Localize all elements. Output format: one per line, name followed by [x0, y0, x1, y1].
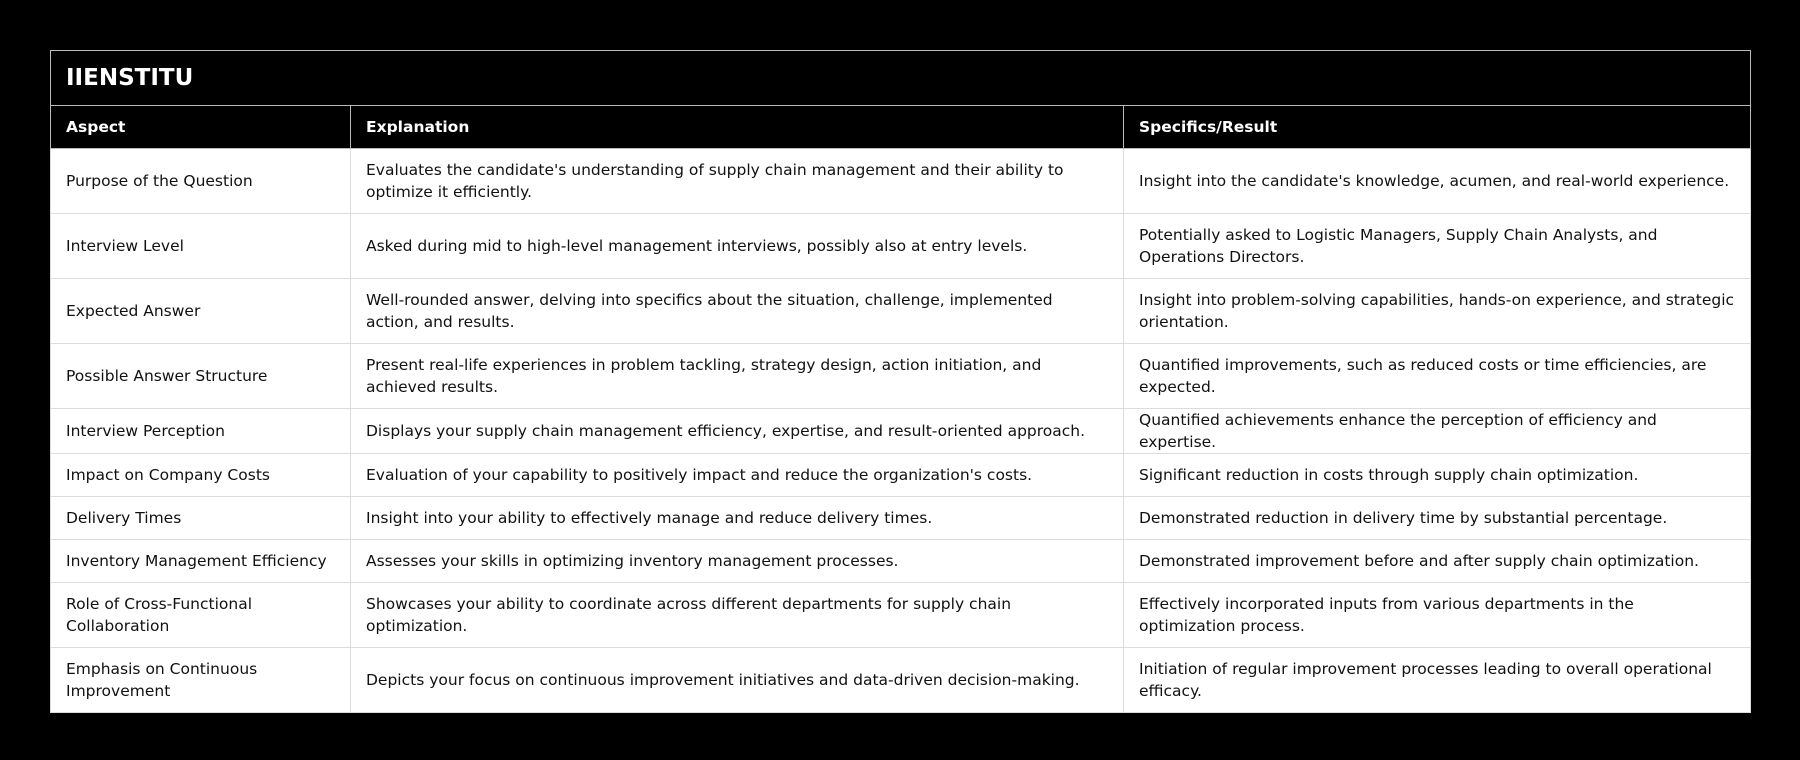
- table-row: [51, 497, 1751, 540]
- aspect-cell: Possible Answer Structure: [51, 344, 351, 409]
- result-cell: Quantified improvements, such as reduced costs or time efficiencies, are expected.: [1124, 344, 1751, 409]
- explanation-cell: Displays your supply chain management efficiency, expertise, and result-oriented approach.: [351, 409, 1124, 454]
- explanation-cell: Asked during mid to high-level management interviews, possibly also at entry levels.: [351, 214, 1124, 279]
- aspect-cell: Purpose of the Question: [51, 149, 351, 214]
- result-cell: Significant reduction in costs through supply chain optimization.: [1124, 454, 1751, 497]
- explanation-cell: Present real-life experiences in problem tackling, strategy design, action initiation, and achieved results.: [351, 344, 1124, 409]
- aspect-cell: Impact on Company Costs: [51, 454, 351, 497]
- table-row: [51, 279, 1751, 344]
- table-row: [51, 540, 1751, 583]
- explanation-cell: Showcases your ability to coordinate across different departments for supply chain optimization.: [351, 583, 1124, 648]
- header-explanation: Explanation: [351, 106, 1124, 149]
- aspect-cell: Interview Perception: [51, 409, 351, 454]
- aspect-table: [50, 50, 1751, 713]
- explanation-cell: Depicts your focus on continuous improvement initiatives and data-driven decision-making.: [351, 648, 1124, 713]
- table-row: [51, 454, 1751, 497]
- result-cell: Initiation of regular improvement processes leading to overall operational efficacy.: [1124, 648, 1751, 713]
- header-aspect: Aspect: [51, 106, 351, 149]
- explanation-cell: Insight into your ability to effectively manage and reduce delivery times.: [351, 497, 1124, 540]
- title-row: [51, 51, 1751, 106]
- table-title: IIENSTITU: [51, 51, 1751, 106]
- aspect-cell: Interview Level: [51, 214, 351, 279]
- explanation-cell: Evaluates the candidate's understanding of supply chain management and their ability to optimize it efficiently.: [351, 149, 1124, 214]
- result-cell: Quantified achievements enhance the perception of efficiency and expertise.: [1124, 409, 1751, 454]
- table-container: [50, 50, 1750, 713]
- aspect-cell: Emphasis on Continuous Improvement: [51, 648, 351, 713]
- result-cell: Potentially asked to Logistic Managers, Supply Chain Analysts, and Operations Directors.: [1124, 214, 1751, 279]
- result-cell: Demonstrated improvement before and after supply chain optimization.: [1124, 540, 1751, 583]
- table-row: [51, 583, 1751, 648]
- aspect-cell: Delivery Times: [51, 497, 351, 540]
- result-cell: Insight into problem-solving capabilities, hands-on experience, and strategic orientation.: [1124, 279, 1751, 344]
- header-row: [51, 106, 1751, 149]
- table-row: [51, 344, 1751, 409]
- result-cell: Insight into the candidate's knowledge, acumen, and real-world experience.: [1124, 149, 1751, 214]
- explanation-cell: Assesses your skills in optimizing inventory management processes.: [351, 540, 1124, 583]
- explanation-cell: Well-rounded answer, delving into specifics about the situation, challenge, implemented action, and results.: [351, 279, 1124, 344]
- table-row: [51, 214, 1751, 279]
- table-row: [51, 648, 1751, 713]
- header-result: Specifics/Result: [1124, 106, 1751, 149]
- table-row: [51, 409, 1751, 454]
- aspect-cell: Inventory Management Efficiency: [51, 540, 351, 583]
- table-row: [51, 149, 1751, 214]
- explanation-cell: Evaluation of your capability to positively impact and reduce the organization's costs.: [351, 454, 1124, 497]
- result-cell: Demonstrated reduction in delivery time by substantial percentage.: [1124, 497, 1751, 540]
- aspect-cell: Expected Answer: [51, 279, 351, 344]
- aspect-cell: Role of Cross-Functional Collaboration: [51, 583, 351, 648]
- result-cell: Effectively incorporated inputs from various departments in the optimization process.: [1124, 583, 1751, 648]
